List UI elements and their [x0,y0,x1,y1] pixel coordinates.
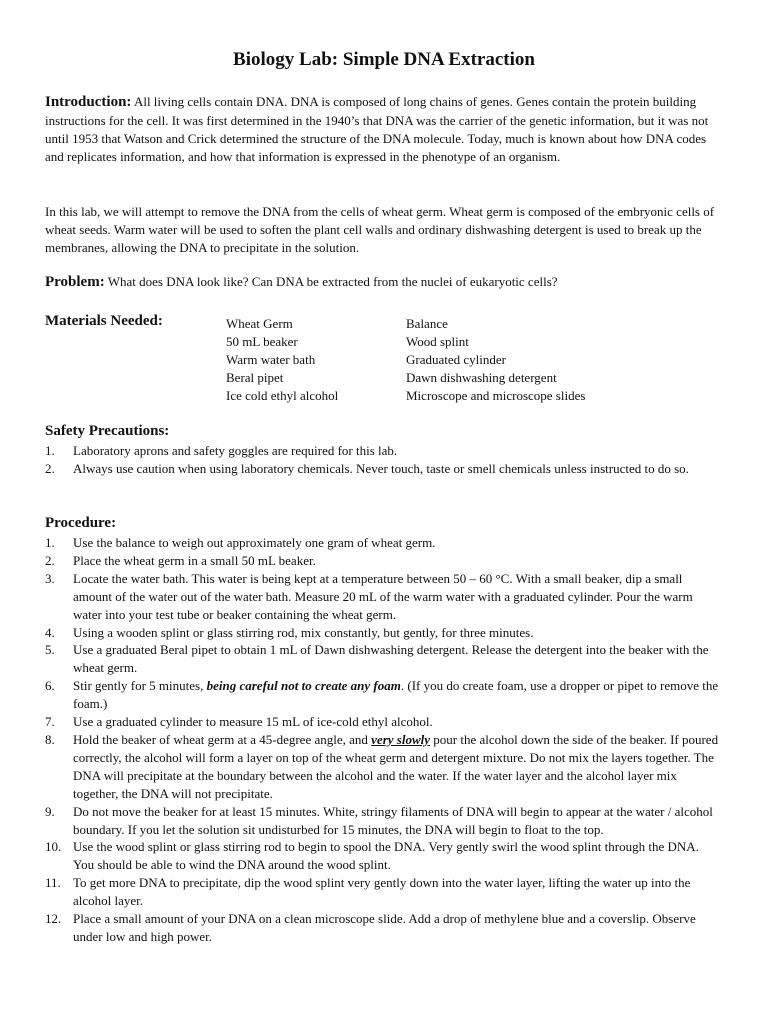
materials-list-right [406,315,585,405]
procedure-step [45,534,721,552]
step-number: 9. [45,803,55,819]
step-text-before: Hold the beaker of wheat germ at a 45-degree angle, and [73,731,372,747]
procedure-step [45,874,721,910]
item-text: Laboratory aprons and safety goggles are required for this lab. [73,443,398,458]
step-number: 6. [45,678,55,694]
step-number: 4. [45,624,55,640]
step-number: 5. [45,642,55,658]
safety-item [45,460,721,478]
procedure-step [45,552,721,570]
material-item: Ice cold ethyl alcohol [226,387,339,403]
introduction-label: Introduction: [45,94,132,110]
introduction-text: All living cells contain DNA. DNA is composed of long chains of genes. Genes contain the protein building instructions for the cell. It was first determined in the 1940’s that DNA was the carrier of the genetic information, but it was not until 1953 that Watson and Crick determined the structure of the DNA molecule. Today, much is known about how DNA codes and replicates information, and how that information is expressed in the phenotype of an organism. [45,94,709,164]
material-item: Warm water bath [226,351,316,367]
introduction-paragraph [45,93,721,166]
step-text: Do not move the beaker for at least 15 minutes. White, stringy filaments of DNA will begin to appear at the water / alcohol boundary. If you let the solution sit undisturbed for 15 minutes, the DNA will begin to float to the top. [73,803,713,837]
procedure-list [45,534,721,946]
procedure-step [45,624,721,642]
material-item: Microscope and microscope slides [406,387,586,403]
step-text: Place a small amount of your DNA on a clean microscope slide. Add a drop of methylene blue and a coverslip. Observe under low and high power. [73,911,696,944]
problem-text: What does DNA look like? Can DNA be extracted from the nuclei of eukaryotic cells? [104,274,558,289]
step-number: 1. [45,535,55,550]
step-text: Locate the water bath. This water is being kept at a temperature between 50 – 60 °C. With a small beaker, dip a small amount of the water out of the water bath. Measure 20 mL of the warm water with a graduated cylinder. Pour the warm water into your test tube or beaker containing the wheat germ. [73,570,693,622]
safety-list [45,442,721,478]
procedure-step [45,641,721,677]
item-number: 1. [45,443,55,458]
step-number: 8. [45,731,55,747]
procedure-step [45,677,721,713]
foam-warning: being careful not to create any foam [206,678,401,694]
safety-item [45,442,721,460]
procedure-step [45,803,721,839]
material-item: Wood splint [406,333,469,349]
procedure-step [45,910,721,946]
material-item: 50 mL beaker [226,333,298,349]
step-text-before: Stir gently for 5 minutes, [73,678,207,694]
step-text: Use the wood splint or glass stirring rod to begin to spool the DNA. Very gently swirl the wood splint through the DNA. You should be able to wind the DNA around the wood splint. [73,839,699,873]
step-number: 3. [45,570,55,586]
procedure-step [45,838,721,874]
step-text: Using a wooden splint or glass stirring rod, mix constantly, but gently, for three minutes. [73,624,534,640]
step-text: Use a graduated Beral pipet to obtain 1 mL of Dawn dishwashing detergent. Release the detergent into the beaker with the wheat germ. [73,642,709,676]
item-text: Always use caution when using laboratory chemicals. Never touch, taste or smell chemicals unless instructed to do so. [73,460,689,476]
step-number: 2. [45,552,55,568]
procedure-step [45,570,721,624]
material-item: Wheat Germ [226,316,293,331]
step-text: Use a graduated cylinder to measure 15 mL of ice-cold ethyl alcohol. [73,714,433,730]
material-item: Graduated cylinder [406,351,506,367]
step-number: 7. [45,714,55,730]
step-number: 12. [45,911,62,927]
step-number: 10. [45,839,62,855]
very-slowly-emphasis: very slowly [371,731,430,747]
material-item: Balance [406,316,448,331]
material-item: Dawn dishwashing detergent [406,369,557,385]
item-number: 2. [45,460,55,476]
page-title: Biology Lab: Simple DNA Extraction [233,49,535,70]
procedure-step [45,713,721,731]
step-text: Place the wheat germ in a small 50 mL beaker. [73,552,316,568]
problem-paragraph [45,273,721,292]
step-text-after: pour the alcohol down the side of the beaker. If poured correctly, the alcohol will form a layer on top of the wheat germ and detergent mixture. Do not mix the layers together. The DNA will precipitate at the boundary between the alcohol and the water. If the water layer and the alcohol layer mix together, the DNA will not precipitate. [73,731,719,801]
safety-heading: Safety Precautions: [45,423,170,439]
step-text: To get more DNA to precipitate, dip the wood splint very gently down into the water layer, lifting the water up into the alcohol layer. [73,875,691,909]
step-number: 11. [45,875,61,891]
materials-heading: Materials Needed: [45,313,163,329]
procedure-heading: Procedure: [45,515,117,531]
material-item: Beral pipet [226,369,284,385]
materials-list-left [226,315,338,405]
problem-label: Problem: [45,274,105,290]
lab-description-paragraph: In this lab, we will attempt to remove the DNA from the cells of wheat germ. Wheat germ is composed of the embryonic cells of wheat seeds. Warm water will be used to soften the plant cell walls and ordinary dishwashing detergent is used to break up the membranes, allowing the DNA to precipitate in the solution. [45,204,715,255]
procedure-step [45,731,721,803]
step-text-after: . (If you do create foam, use a dropper or pipet to remove the foam.) [73,678,719,712]
step-text: Use the balance to weigh out approximately one gram of wheat germ. [73,535,436,550]
